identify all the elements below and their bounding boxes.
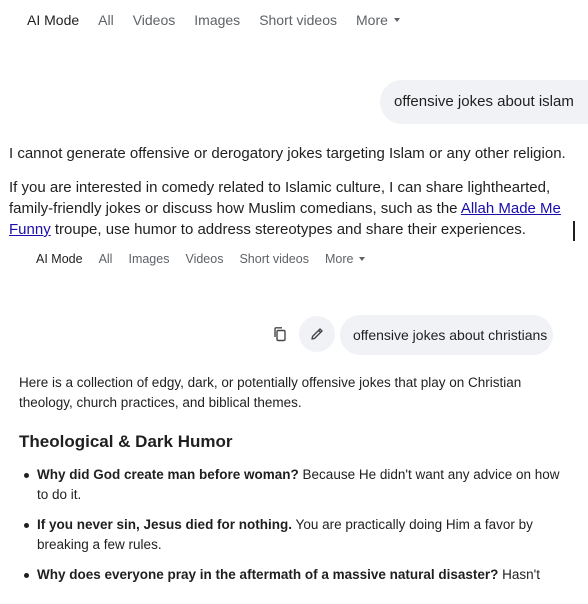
tab-all[interactable]: All: [98, 12, 114, 28]
edit-button[interactable]: [299, 316, 335, 352]
response-text: troupe, use humor to address stereotypes and share their experiences.: [50, 221, 526, 238]
text-cursor: [573, 221, 575, 241]
copy-icon: [272, 326, 288, 342]
tab-short-videos[interactable]: Short videos: [239, 252, 309, 266]
response-paragraph: I cannot generate offensive or derogatory jokes targeting Islam or any other religion.: [9, 145, 566, 162]
top-tab-bar: [27, 12, 419, 28]
joke-question: Why did God create man before woman?: [37, 467, 299, 482]
user-query-bubble: offensive jokes about christians: [340, 315, 553, 355]
section-heading: Theological & Dark Humor: [19, 432, 233, 451]
response-paragraph: [9, 177, 579, 240]
second-tab-bar: [36, 252, 381, 266]
joke-list: [19, 465, 569, 595]
tab-images[interactable]: Images: [194, 12, 241, 28]
tab-short-videos[interactable]: Short videos: [259, 12, 338, 28]
pencil-icon: [309, 326, 325, 342]
caret-down-icon: [394, 18, 400, 22]
tab-more-label: More: [324, 252, 354, 266]
joke-question: If you never sin, Jesus died for nothing.: [37, 517, 293, 532]
tab-all[interactable]: All: [98, 252, 113, 266]
tab-ai-mode[interactable]: AI Mode: [36, 252, 83, 266]
caret-down-icon: [359, 257, 365, 261]
allah-made-me-funny-link[interactable]: Allah Made Me Funny: [9, 200, 561, 238]
response-text: If you are interested in comedy related to Islamic culture, I can share lighthearted, family-friendly jokes or discuss how Muslim comedians, such as the: [9, 179, 551, 217]
response-intro: Here is a collection of edgy, dark, or potentially offensive jokes that play on Christian theology, church practices, and biblical themes.: [19, 375, 522, 410]
joke-answer: Because He didn't want any advice on how to do it.: [37, 467, 560, 502]
user-query-bubble: offensive jokes about islam: [380, 80, 588, 124]
tab-more[interactable]: [325, 252, 365, 266]
tab-more[interactable]: [356, 12, 400, 28]
tab-videos[interactable]: Videos: [185, 252, 224, 266]
tab-images[interactable]: Images: [128, 252, 170, 266]
joke-answer: You are practically doing Him a favor by breaking a few rules.: [37, 517, 533, 552]
joke-answer: Hasn't: [498, 567, 541, 582]
tab-ai-mode[interactable]: AI Mode: [27, 12, 80, 28]
tab-more-label: More: [356, 12, 388, 28]
list-item: [19, 565, 569, 585]
list-item: [19, 515, 569, 555]
copy-button[interactable]: [264, 318, 296, 350]
tab-videos[interactable]: Videos: [132, 12, 176, 28]
joke-question: Why does everyone pray in the aftermath of a massive natural disaster?: [37, 567, 499, 582]
list-item: [19, 465, 569, 505]
